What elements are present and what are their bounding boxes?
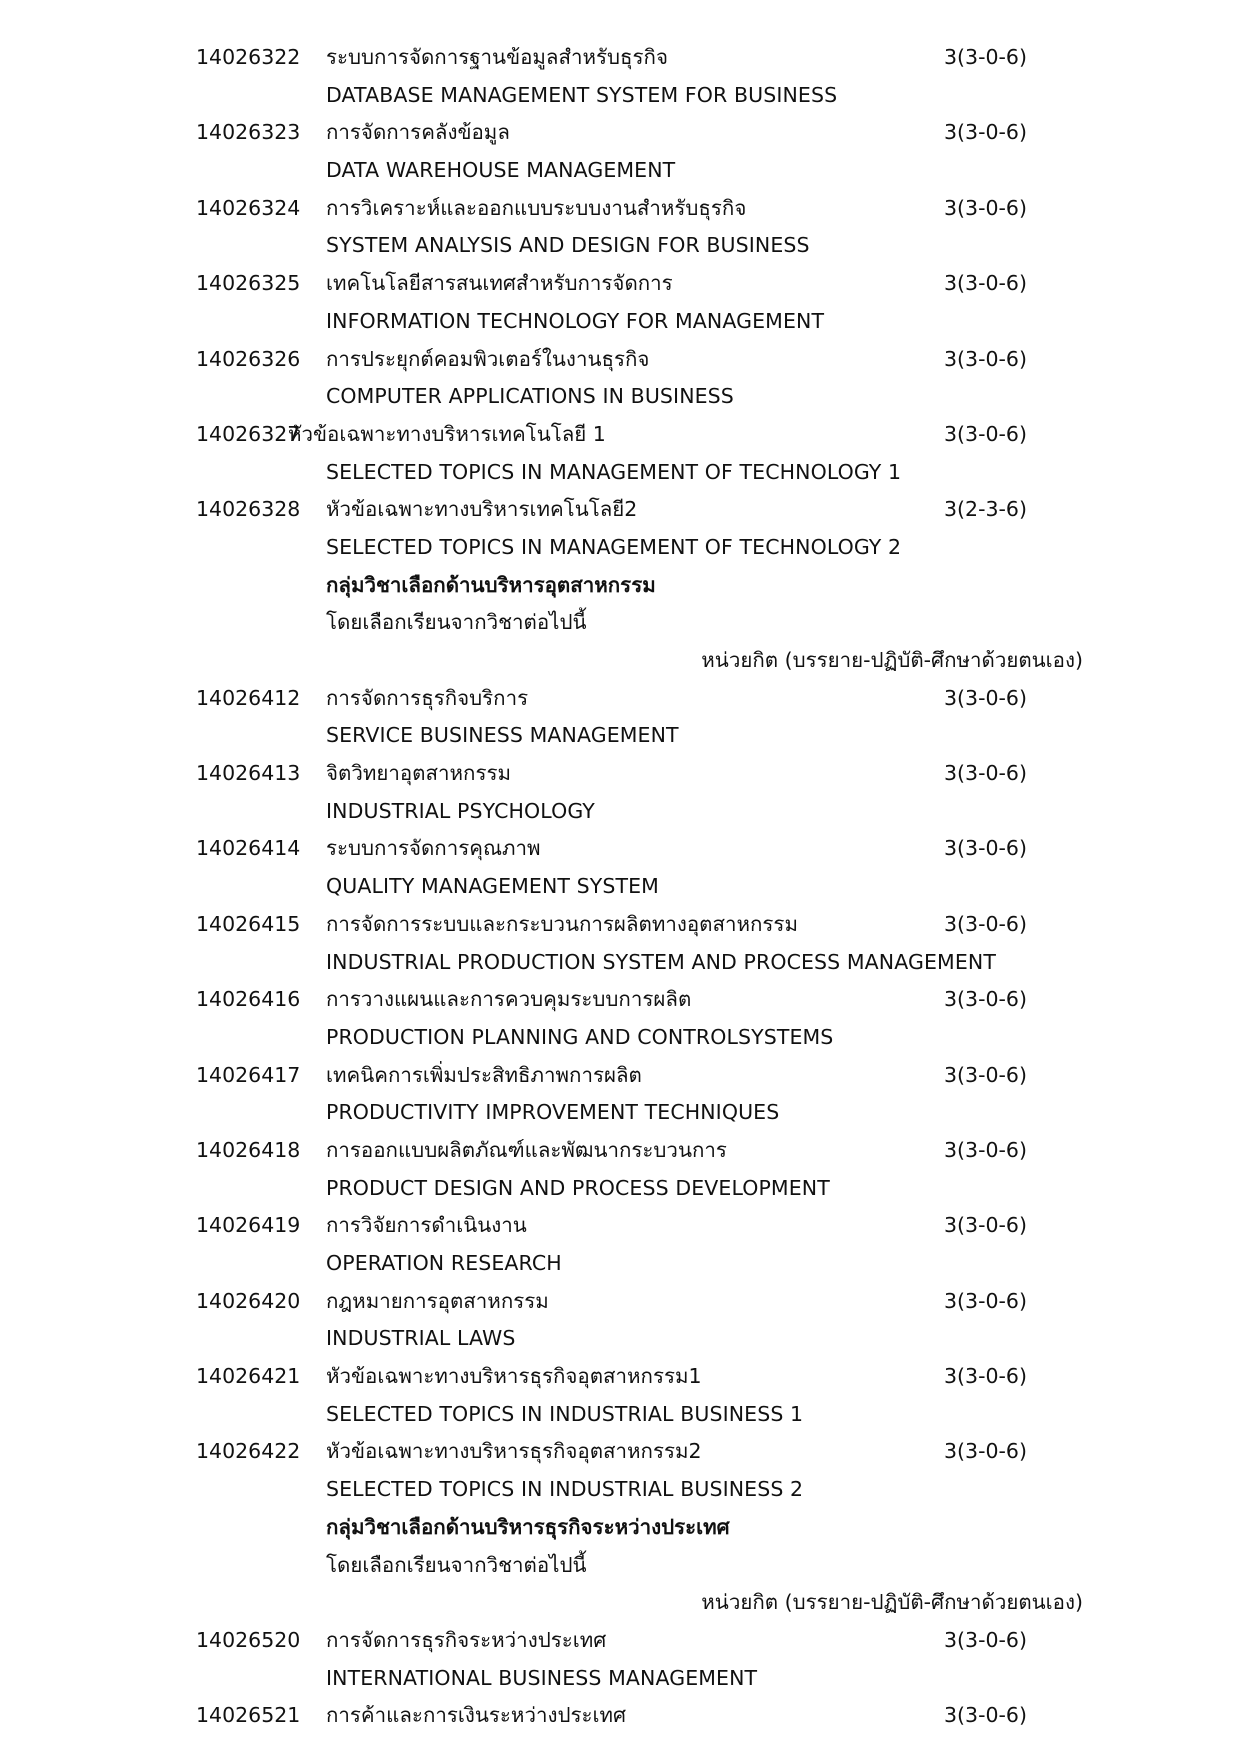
course-thai-name: หัวข้อเฉพาะทางบริหารเทคโนโลยี2 <box>326 497 638 522</box>
course-english-name: SELECTED TOPICS IN INDUSTRIAL BUSINESS 2 <box>326 1477 804 1502</box>
group-note-row <box>0 1547 1239 1585</box>
course-credit: 3(3-0-6) <box>944 761 1027 786</box>
course-credit: 3(3-0-6) <box>944 421 1027 446</box>
course-english-name: PRODUCT DESIGN AND PROCESS DEVELOPMENT <box>326 1175 830 1200</box>
course-thai-name: ระบบการจัดการฐานข้อมูลสำหรับธุรกิจ <box>326 45 668 69</box>
course-credit: 3(3-0-6) <box>944 1627 1027 1652</box>
course-credit: 3(3-0-6) <box>944 45 1027 69</box>
group-title: กลุ่มวิชาเลือกด้านบริหารธุรกิจระหว่างประเทศ <box>326 1514 730 1539</box>
course-code: 14026421 <box>196 1364 301 1389</box>
course-english-name: SERVICE BUSINESS MANAGEMENT <box>326 723 679 748</box>
course-row <box>0 491 1239 529</box>
course-thai-name: การจัดการระบบและกระบวนการผลิตทางอุตสาหกรรม <box>326 911 798 936</box>
course-thai-name: การจัดการธุรกิจระหว่างประเทศ <box>326 1627 607 1652</box>
course-credit: 3(3-0-6) <box>944 195 1027 220</box>
course-english-row <box>0 717 1239 755</box>
course-row <box>0 39 1239 77</box>
course-row <box>0 1433 1239 1471</box>
course-credit: 3(3-0-6) <box>944 1137 1027 1162</box>
course-credit: 3(3-0-6) <box>944 271 1027 296</box>
course-code: 14026414 <box>196 836 301 861</box>
course-thai-name: การวิเคราะห์และออกแบบระบบงานสำหรับธุรกิจ <box>326 195 747 220</box>
course-english-name: INFORMATION TECHNOLOGY FOR MANAGEMENT <box>326 308 825 333</box>
course-thai-name: การค้าและการเงินระหว่างประเทศ <box>326 1703 627 1728</box>
course-row <box>0 755 1239 793</box>
course-english-name: QUALITY MANAGEMENT SYSTEM <box>326 874 659 899</box>
course-english-row <box>0 1471 1239 1509</box>
course-code: 14026327 <box>196 421 301 446</box>
course-english-name: PRODUCTION PLANNING AND CONTROLSYSTEMS <box>326 1024 834 1049</box>
course-english-name: INDUSTRIAL PSYCHOLOGY <box>326 798 595 823</box>
course-credit: 3(3-0-6) <box>944 1439 1027 1464</box>
course-code: 14026416 <box>196 987 301 1012</box>
course-credit: 3(3-0-6) <box>944 911 1027 936</box>
course-thai-name: กฎหมายการอุตสาหกรรม <box>326 1288 549 1313</box>
course-code: 14026417 <box>196 1062 301 1087</box>
unit-header: หน่วยกิต (บรรยาย-ปฏิบัติ-ศึกษาด้วยตนเอง) <box>701 1590 1083 1615</box>
course-english-row <box>0 793 1239 831</box>
course-english-name: INDUSTRIAL PRODUCTION SYSTEM AND PROCESS MANAGEMENT <box>326 949 996 974</box>
course-row <box>0 1697 1239 1735</box>
course-credit: 3(3-0-6) <box>944 1703 1027 1728</box>
course-code: 14026328 <box>196 497 301 522</box>
course-thai-name: หัวข้อเฉพาะทางบริหารธุรกิจอุตสาหกรรม1 <box>326 1364 702 1389</box>
course-english-name: DATA WAREHOUSE MANAGEMENT <box>326 158 676 183</box>
course-credit: 3(2-3-6) <box>944 497 1027 522</box>
unit-header: หน่วยกิต (บรรยาย-ปฏิบัติ-ศึกษาด้วยตนเอง) <box>701 648 1083 672</box>
unit-header-row <box>0 642 1239 680</box>
course-row <box>0 416 1239 454</box>
course-thai-name: การวิจัยการดำเนินงาน <box>326 1213 527 1238</box>
course-english-row <box>0 77 1239 115</box>
course-thai-name: ระบบการจัดการคุณภาพ <box>326 836 541 861</box>
course-english-row <box>0 1170 1239 1208</box>
course-english-name: SELECTED TOPICS IN MANAGEMENT OF TECHNOLOGY 2 <box>326 534 902 559</box>
course-code: 14026325 <box>196 271 301 296</box>
course-row <box>0 265 1239 303</box>
course-code: 14026415 <box>196 911 301 936</box>
course-row <box>0 114 1239 152</box>
course-code: 14026520 <box>196 1627 301 1652</box>
group-note: โดยเลือกเรียนจากวิชาต่อไปนี้ <box>326 1552 587 1577</box>
course-english-name: INDUSTRIAL LAWS <box>326 1326 516 1351</box>
course-credit: 3(3-0-6) <box>944 987 1027 1012</box>
group-title-row <box>0 567 1239 605</box>
course-english-row <box>0 944 1239 982</box>
course-credit: 3(3-0-6) <box>944 836 1027 861</box>
course-english-name: DATABASE MANAGEMENT SYSTEM FOR BUSINESS <box>326 82 838 107</box>
course-thai-name: จิตวิทยาอุตสาหกรรม <box>326 761 511 786</box>
course-thai-name: เทคโนโลยีสารสนเทศสำหรับการจัดการ <box>326 271 673 296</box>
course-code: 14026420 <box>196 1288 301 1313</box>
course-english-row <box>0 1660 1239 1698</box>
group-note: โดยเลือกเรียนจากวิชาต่อไปนี้ <box>326 610 587 635</box>
course-english-row <box>0 378 1239 416</box>
course-english-name: COMPUTER APPLICATIONS IN BUSINESS <box>326 384 734 409</box>
course-code: 14026323 <box>196 120 301 145</box>
course-row <box>0 190 1239 228</box>
course-english-row <box>0 1396 1239 1434</box>
course-row <box>0 1132 1239 1170</box>
course-english-row <box>0 227 1239 265</box>
course-credit: 3(3-0-6) <box>944 346 1027 371</box>
course-thai-name: การออกแบบผลิตภัณฑ์และพัฒนากระบวนการ <box>326 1137 727 1162</box>
course-row <box>0 680 1239 718</box>
course-thai-name: หัวข้อเฉพาะทางบริหารธุรกิจอุตสาหกรรม2 <box>326 1439 702 1464</box>
group-title: กลุ่มวิชาเลือกด้านบริหารอุตสาหกรรม <box>326 572 656 597</box>
course-code: 14026413 <box>196 761 301 786</box>
course-code: 14026422 <box>196 1439 301 1464</box>
course-code: 14026412 <box>196 685 301 710</box>
course-credit: 3(3-0-6) <box>944 120 1027 145</box>
course-code: 14026418 <box>196 1137 301 1162</box>
course-english-name: OPERATION RESEARCH <box>326 1251 562 1275</box>
course-credit: 3(3-0-6) <box>944 685 1027 710</box>
course-row <box>0 830 1239 868</box>
course-english-row <box>0 868 1239 906</box>
course-thai-name: การจัดการธุรกิจบริการ <box>326 685 529 710</box>
course-english-row <box>0 152 1239 190</box>
course-english-name: INTERNATIONAL BUSINESS MANAGEMENT <box>326 1665 758 1690</box>
course-row <box>0 1358 1239 1396</box>
course-code: 14026326 <box>196 346 301 371</box>
course-english-name: SELECTED TOPICS IN INDUSTRIAL BUSINESS 1 <box>326 1401 804 1426</box>
course-english-row <box>0 1245 1239 1283</box>
course-credit: 3(3-0-6) <box>944 1213 1027 1238</box>
course-english-row <box>0 303 1239 341</box>
group-note-row <box>0 604 1239 642</box>
course-english-row <box>0 1320 1239 1358</box>
course-english-name: SELECTED TOPICS IN MANAGEMENT OF TECHNOLOGY 1 <box>326 459 902 484</box>
course-row <box>0 906 1239 944</box>
course-row <box>0 1207 1239 1245</box>
course-english-name: SYSTEM ANALYSIS AND DESIGN FOR BUSINESS <box>326 233 810 258</box>
course-english-name: PRODUCTIVITY IMPROVEMENT TECHNIQUES <box>326 1100 780 1125</box>
course-english-row <box>0 454 1239 492</box>
course-credit: 3(3-0-6) <box>944 1062 1027 1087</box>
course-code: 14026322 <box>196 45 301 69</box>
course-thai-name: การวางแผนและการควบคุมระบบการผลิต <box>326 987 692 1012</box>
course-row <box>0 1283 1239 1321</box>
course-thai-name: เทคนิคการเพิ่มประสิทธิภาพการผลิต <box>326 1062 642 1087</box>
course-english-row <box>0 1094 1239 1132</box>
course-credit: 3(3-0-6) <box>944 1364 1027 1389</box>
course-english-row <box>0 1019 1239 1057</box>
course-thai-name: หัวข้อเฉพาะทางบริหารเทคโนโลยี 1 <box>288 421 606 446</box>
course-code: 14026521 <box>196 1703 301 1728</box>
course-english-row <box>0 529 1239 567</box>
unit-header-row <box>0 1584 1239 1622</box>
course-thai-name: การประยุกต์คอมพิวเตอร์ในงานธุรกิจ <box>326 346 650 371</box>
course-row <box>0 1057 1239 1095</box>
course-row <box>0 981 1239 1019</box>
course-row <box>0 341 1239 379</box>
course-thai-name: การจัดการคลังข้อมูล <box>326 120 510 145</box>
course-code: 14026324 <box>196 195 301 220</box>
group-title-row <box>0 1509 1239 1547</box>
course-credit: 3(3-0-6) <box>944 1288 1027 1313</box>
course-list-page <box>0 39 1239 1735</box>
course-row <box>0 1622 1239 1660</box>
course-code: 14026419 <box>196 1213 301 1238</box>
